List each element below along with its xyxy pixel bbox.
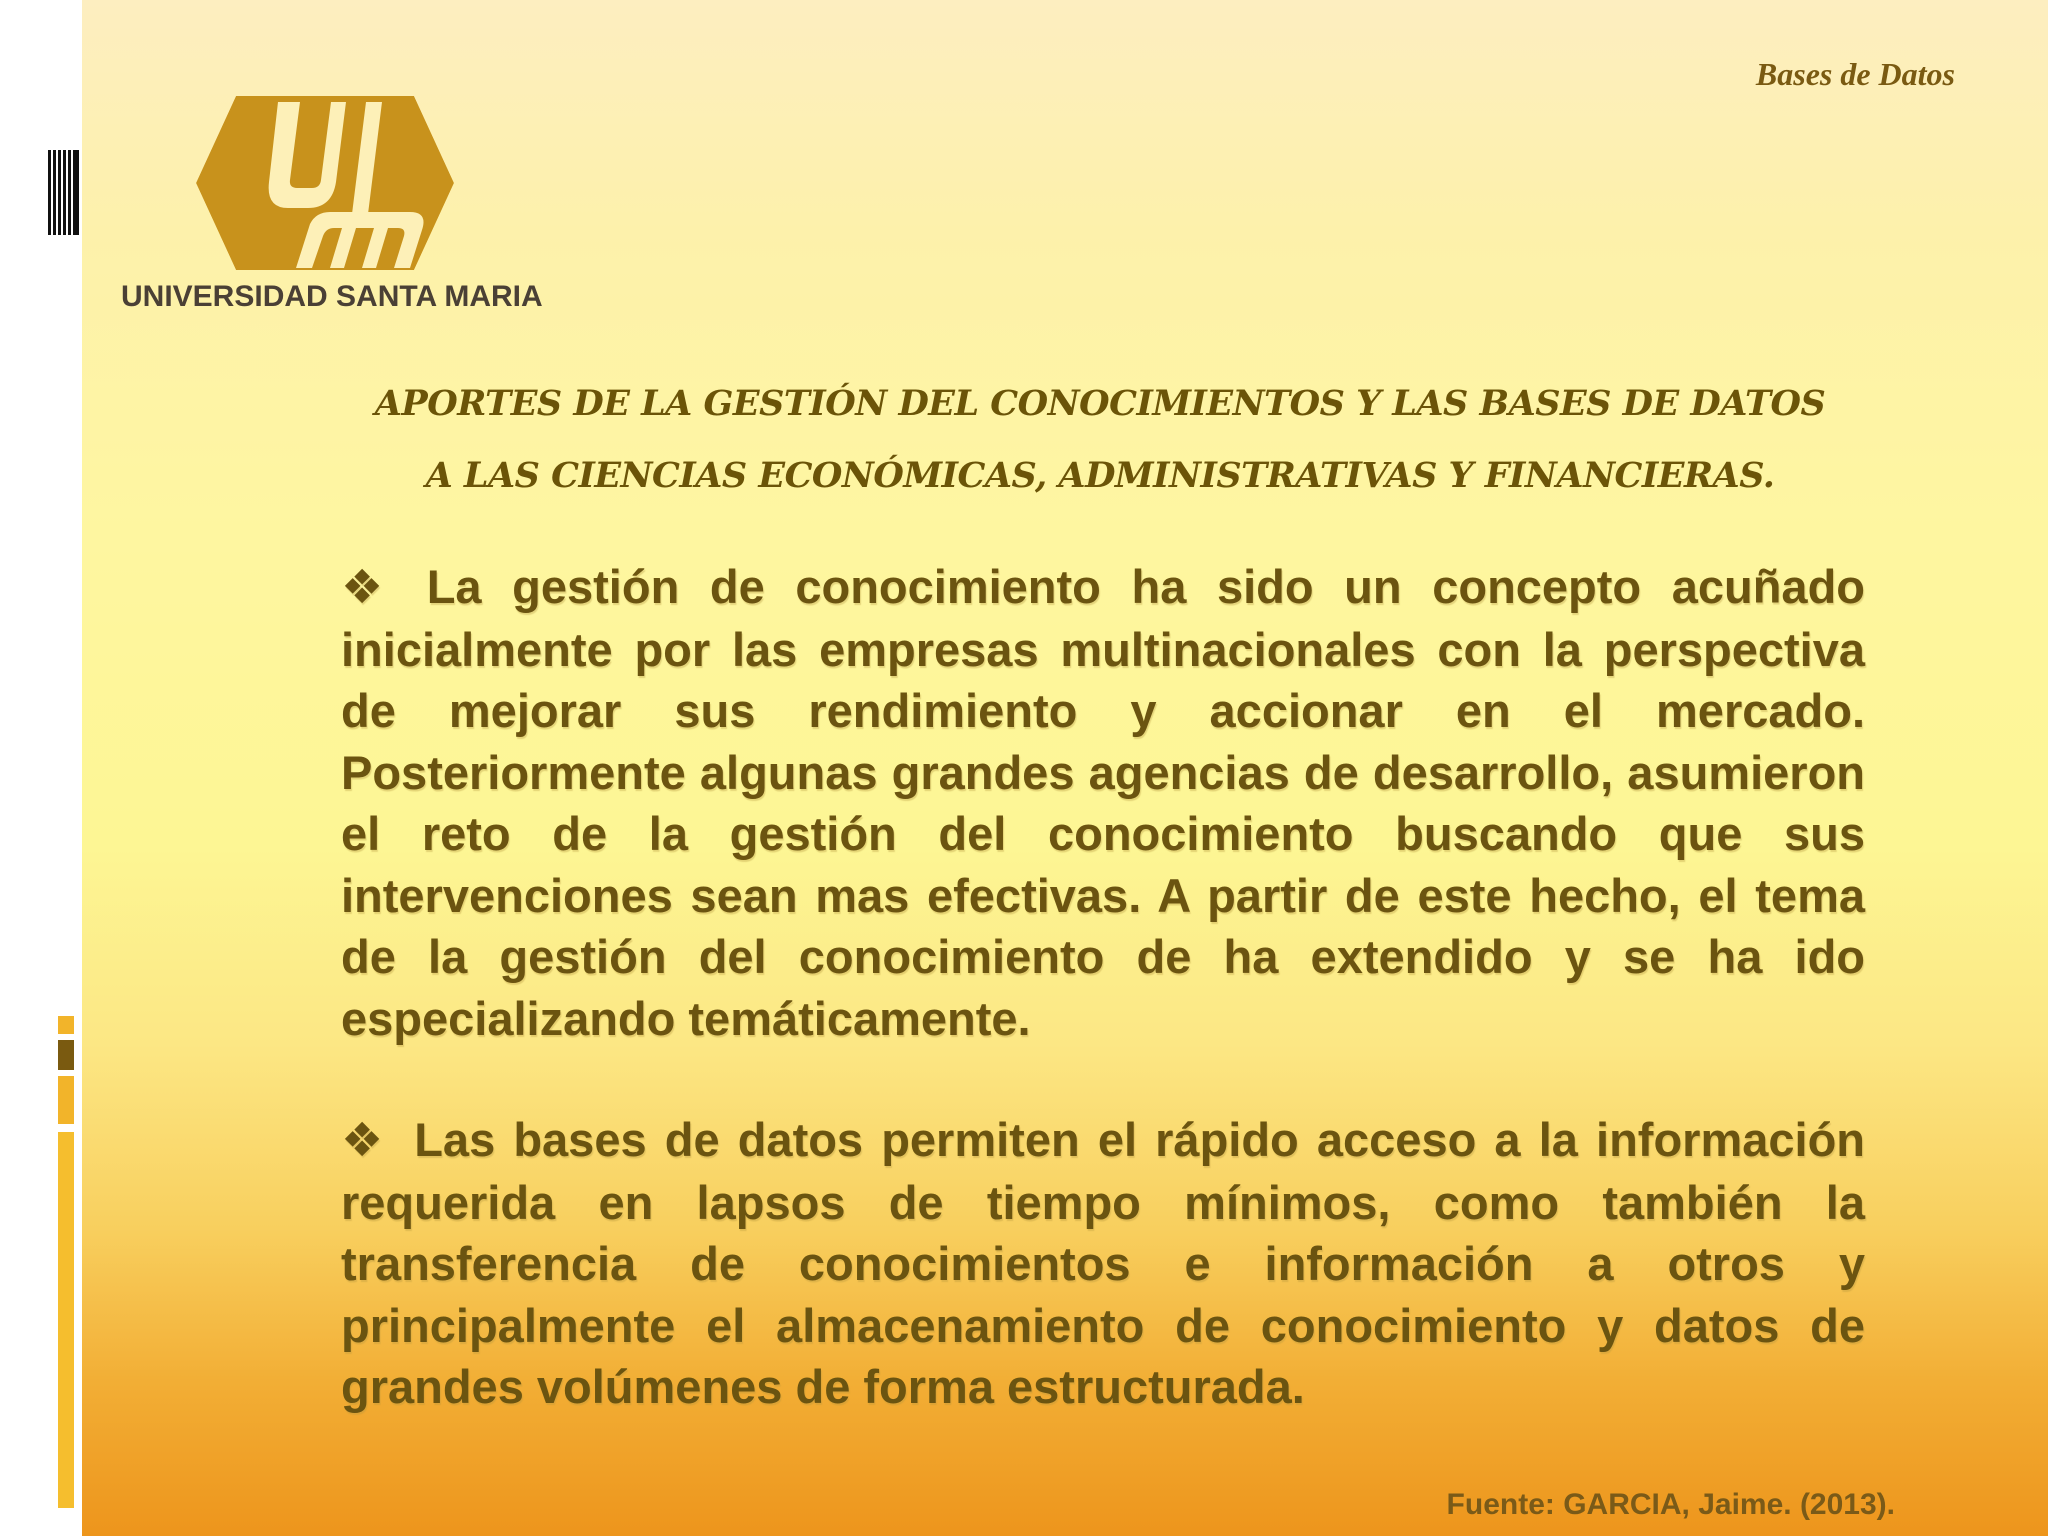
paragraph-1-text: La gestión de conocimiento ha sido un concepto acuñado inicialmente por las empresas multinacionales con la perspectiva de mejorar sus rendimiento y accionar en el mercado. Posteriormente algunas grandes agencias de desarrollo, asumieron el reto de la gestión del conocimiento buscando que sus intervenciones sean mas efectivas. A partir de este hecho, el tema de la gestión del conocimiento de ha extendido y se ha ido especializando temáticamente. xyxy=(341,560,1865,1045)
heading-line-1: APORTES DE LA GESTIÓN DEL CONOCIMIENTOS Y LAS BASES DE DATOS xyxy=(374,383,1826,424)
diamond-bullet-icon: ❖ xyxy=(341,1113,389,1168)
decor-stripe xyxy=(63,150,66,235)
paragraph-2-text: Las bases de datos permiten el rápido acceso a la información requerida en lapsos de tiempo mínimos, como también la transferencia de conocimientos e información a otros y principalmente el almacenamiento de conocimiento y datos de grandes volúmenes de forma estructurada. xyxy=(341,1113,1865,1413)
source-citation: Fuente: GARCIA, Jaime. (2013). xyxy=(1446,1488,1895,1521)
university-name: UNIVERSIDAD SANTA MARIA xyxy=(121,280,543,313)
diamond-bullet-icon: ❖ xyxy=(341,560,401,615)
decor-stripe xyxy=(53,150,56,235)
paragraph-databases xyxy=(341,1109,1865,1418)
decor-gold-bar xyxy=(58,1016,74,1034)
decor-stripe xyxy=(48,150,51,235)
decor-gold-bar xyxy=(58,1076,74,1124)
decor-dark-bar xyxy=(58,1040,74,1070)
slide-heading xyxy=(360,368,1840,512)
header-title: Bases de Datos xyxy=(1755,56,1955,92)
decor-stripe xyxy=(68,150,71,235)
decor-stripe xyxy=(73,150,79,235)
decor-gold-bar xyxy=(58,1132,74,1508)
left-decorative-bars xyxy=(0,0,82,1536)
heading-line-2: A LAS CIENCIAS ECONÓMICAS, ADMINISTRATIVAS Y FINANCIERAS. xyxy=(425,455,1775,496)
decor-stripe xyxy=(58,150,61,235)
paragraph-knowledge-management xyxy=(341,556,1865,1049)
usm-logo-icon xyxy=(196,96,454,270)
